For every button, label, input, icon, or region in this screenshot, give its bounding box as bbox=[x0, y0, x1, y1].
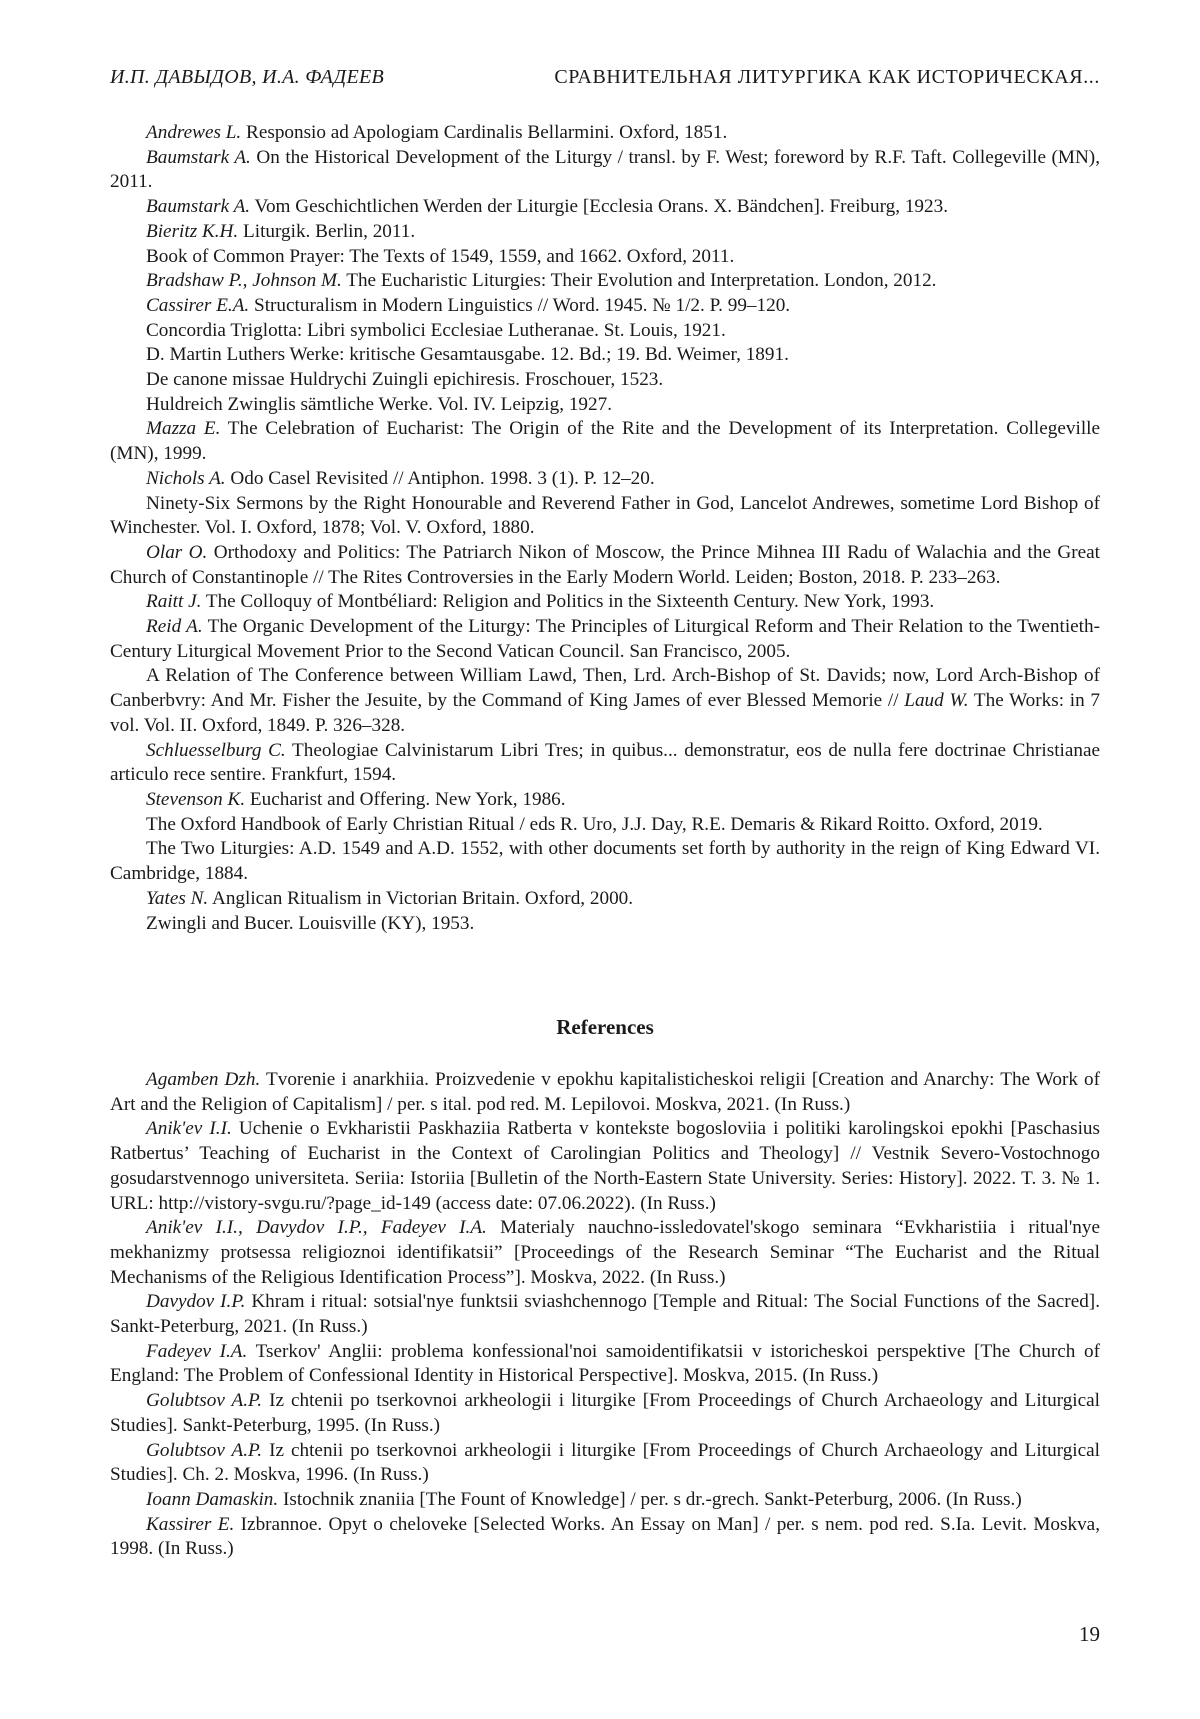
bibliography-entry bbox=[110, 319, 1100, 344]
entry-text: Structuralism in Modern Linguistics // Word. 1945. № 1/2. P. 99–120. bbox=[249, 295, 790, 316]
entry-text: Theologiae Calvinistarum Libri Tres; in quibus... demonstratur, eos de nulla fere doctrinae Christianae articulo rece sentire. Frankfurt, 1594. bbox=[110, 740, 1100, 786]
bibliography-entry bbox=[110, 813, 1100, 838]
entry-text: The Works: in 7 vol. Vol. II. Oxford, 1849. P. 326–328. bbox=[110, 690, 1100, 736]
references-heading: References bbox=[110, 1015, 1100, 1040]
entry-text: Istochnik znaniia [The Fount of Knowledge] / per. s dr.-grech. Sankt-Peterburg, 2006. (In Russ.) bbox=[278, 1489, 1022, 1510]
entry-text: Iz chtenii po tserkovnoi arkheologii i liturgike [From Proceedings of Church Archaeology and Liturgical Studies]. Ch. 2. Moskva, 1996. (In Russ.) bbox=[110, 1440, 1100, 1486]
bibliography-entry bbox=[110, 590, 1100, 615]
bibliography-entry bbox=[110, 121, 1100, 146]
entry-author: Golubtsov A.P. bbox=[146, 1390, 262, 1411]
entry-text: Khram i ritual: sotsial'nye funktsii sviashchennogo [Temple and Ritual: The Social Functions of the Sacred]. Sankt-Peterburg, 2021. (In Russ.) bbox=[110, 1291, 1100, 1337]
entry-text: Izbrannoe. Opyt o cheloveke [Selected Works. An Essay on Man] / per. s nem. pod red. S.Ia. Levit. Moskva, 1998. (In Russ.) bbox=[110, 1514, 1100, 1560]
bibliography-entry bbox=[110, 467, 1100, 492]
entry-text: Anglican Ritualism in Victorian Britain. Oxford, 2000. bbox=[208, 888, 633, 909]
entry-text: Concordia Triglotta: Libri symbolici Ecclesiae Lutheranae. St. Louis, 1921. bbox=[146, 320, 726, 341]
entry-author: Stevenson K. bbox=[146, 789, 245, 810]
reference-entry bbox=[110, 1340, 1100, 1389]
page bbox=[0, 0, 1200, 1719]
entry-author: Kassirer E. bbox=[146, 1514, 234, 1535]
reference-entry bbox=[110, 1488, 1100, 1513]
bibliography-entry bbox=[110, 393, 1100, 418]
entry-text: Responsio ad Apologiam Cardinalis Bellarmini. Oxford, 1851. bbox=[241, 122, 727, 143]
bibliography-entry bbox=[110, 492, 1100, 541]
entry-text: A Relation of The Conference between William Lawd, Then, Lrd. Arch-Bishop of St. Davids; now, Lord Arch-Bishop of Canberbvry: And Mr. Fisher the Jesuite, by the Command of King James of ever Blessed Memorie // bbox=[110, 665, 1100, 711]
entry-author: Golubtsov A.P. bbox=[146, 1440, 262, 1461]
entry-author: Baumstark A. bbox=[146, 147, 251, 168]
entry-text: Vom Geschichtlichen Werden der Liturgie [Ecclesia Orans. X. Bändchen]. Freiburg, 1923. bbox=[250, 196, 948, 217]
entry-text: On the Historical Development of the Liturgy / transl. by F. West; foreword by R.F. Taft. Collegeville (MN), 2011. bbox=[110, 147, 1100, 193]
bibliography-entry bbox=[110, 195, 1100, 220]
references-list bbox=[110, 1068, 1100, 1562]
entry-author: Schluesselburg C. bbox=[146, 740, 286, 761]
entry-author: Reid A. bbox=[146, 616, 203, 637]
entry-author: Davydov I.P. bbox=[146, 1291, 245, 1312]
entry-author: Nichols A. bbox=[146, 468, 226, 489]
entry-text: Eucharist and Offering. New York, 1986. bbox=[245, 789, 565, 810]
reference-entry bbox=[110, 1389, 1100, 1438]
entry-text: D. Martin Luthers Werke: kritische Gesamtausgabe. 12. Bd.; 19. Bd. Weimer, 1891. bbox=[146, 344, 789, 365]
entry-text: The Colloquy of Montbéliard: Religion and Politics in the Sixteenth Century. New York, 1993. bbox=[201, 591, 934, 612]
entry-text: Ninety-Six Sermons by the Right Honourable and Reverend Father in God, Lancelot Andrewes, sometime Lord Bishop of Winchester. Vol. I. Oxford, 1878; Vol. V. Oxford, 1880. bbox=[110, 493, 1100, 539]
running-head-authors: И.П. ДАВЫДОВ, И.А. ФАДЕЕВ bbox=[110, 66, 384, 89]
entry-author: Olar O. bbox=[146, 542, 207, 563]
reference-entry bbox=[110, 1216, 1100, 1290]
bibliography-entry bbox=[110, 887, 1100, 912]
entry-author: Baumstark A. bbox=[146, 196, 250, 217]
entry-author: Yates N. bbox=[146, 888, 208, 909]
bibliography-entry bbox=[110, 245, 1100, 270]
entry-text: Orthodoxy and Politics: The Patriarch Nikon of Moscow, the Prince Mihnea III Radu of Walachia and the Great Church of Constantinople // The Rites Controversies in the Early Modern World. Leiden; Boston, 2018. P. 233–263. bbox=[110, 542, 1100, 588]
bibliography-entry bbox=[110, 294, 1100, 319]
bibliography-entry bbox=[110, 837, 1100, 886]
entry-text: The Organic Development of the Liturgy: The Principles of Liturgical Reform and Their Relation to the Twentieth-Century Liturgical Movement Prior to the Second Vatican Council. San Francisco, 2005. bbox=[110, 616, 1100, 662]
entry-author: Mazza E. bbox=[146, 418, 220, 439]
bibliography-entry bbox=[110, 417, 1100, 466]
entry-text: Zwingli and Bucer. Louisville (KY), 1953. bbox=[146, 913, 474, 934]
entry-author: Anik'ev I.I., Davydov I.P., Fadeyev I.A. bbox=[146, 1217, 487, 1238]
entry-author: Laud W. bbox=[904, 690, 968, 711]
entry-text: Book of Common Prayer: The Texts of 1549, 1559, and 1662. Oxford, 2011. bbox=[146, 246, 734, 267]
reference-entry bbox=[110, 1117, 1100, 1216]
running-head bbox=[110, 66, 1100, 89]
entry-author: Raitt J. bbox=[146, 591, 201, 612]
bibliography-entry bbox=[110, 146, 1100, 195]
entry-text: De canone missae Huldrychi Zuingli epichiresis. Froschouer, 1523. bbox=[146, 369, 663, 390]
entry-text: Liturgik. Berlin, 2011. bbox=[238, 221, 415, 242]
entry-text: Iz chtenii po tserkovnoi arkheologii i liturgike [From Proceedings of Church Archaeology and Liturgical Studies]. Sankt-Peterburg, 1995. (In Russ.) bbox=[110, 1390, 1100, 1436]
reference-entry bbox=[110, 1290, 1100, 1339]
reference-entry bbox=[110, 1068, 1100, 1117]
entry-text: Tserkov' Anglii: problema konfessional'noi samoidentifikatsii v istoricheskoi perspektive [The Church of England: The Problem of Confessional Identity in Historical Perspective]. Moskva, 2015. (In Russ.) bbox=[110, 1341, 1100, 1387]
entry-text: The Oxford Handbook of Early Christian Ritual / eds R. Uro, J.J. Day, R.E. Demaris & Rikard Roitto. Oxford, 2019. bbox=[146, 814, 1043, 835]
bibliography-entry bbox=[110, 541, 1100, 590]
page-number: 19 bbox=[1079, 1622, 1100, 1647]
entry-text: The Eucharistic Liturgies: Their Evolution and Interpretation. London, 2012. bbox=[342, 270, 937, 291]
entry-text: Huldreich Zwinglis sämtliche Werke. Vol. IV. Leipzig, 1927. bbox=[146, 394, 612, 415]
bibliography-entry bbox=[110, 269, 1100, 294]
running-head-title: СРАВНИТЕЛЬНАЯ ЛИТУРГИКА КАК ИСТОРИЧЕСКАЯ... bbox=[554, 66, 1100, 89]
bibliography-entry bbox=[110, 664, 1100, 738]
entry-author: Agamben Dzh. bbox=[146, 1069, 260, 1090]
bibliography-entry bbox=[110, 220, 1100, 245]
entry-text: Tvorenie i anarkhiia. Proizvedenie v epokhu kapitalisticheskoi religii [Creation and Anarchy: The Work of Art and the Religion of Capitalism] / per. s ital. pod red. M. Lepilovoi. Moskva, 2021. (In Russ.) bbox=[110, 1069, 1100, 1115]
bibliography-entry bbox=[110, 739, 1100, 788]
reference-entry bbox=[110, 1439, 1100, 1488]
reference-entry bbox=[110, 1513, 1100, 1562]
entry-text: Uchenie o Evkharistii Paskhaziia Ratberta v kontekste bogosloviia i politiki karolingskoi epokhi [Paschasius Ratbertus’ Teaching of Eucharist in the Context of Carolingian Politics and Theology] // Vestnik Severo-Vostochnogo gosudarstvennogo universiteta. Seriia: Istoriia [Bulletin of the North-Eastern State University. Series: History]. 2022. T. 3. № 1. URL: http://vistory-svgu.ru/?page_id-149 (access date: 07.06.2022). (In Russ.) bbox=[110, 1118, 1100, 1213]
entry-author: Andrewes L. bbox=[146, 122, 241, 143]
entry-text: The Celebration of Eucharist: The Origin of the Rite and the Development of its Interpretation. Collegeville (MN), 1999. bbox=[110, 418, 1100, 464]
entry-text: Materialy nauchno-issledovatel'skogo seminara “Evkharistiia i ritual'nye mekhanizmy protsessa religioznoi identifikatsii” [Proceedings of the Research Seminar “The Eucharist and the Ritual Mechanisms of the Religious Identification Process”]. Moskva, 2022. (In Russ.) bbox=[110, 1217, 1100, 1287]
entry-author: Bieritz K.H. bbox=[146, 221, 238, 242]
entry-author: Ioann Damaskin. bbox=[146, 1489, 278, 1510]
bibliography-list bbox=[110, 121, 1100, 936]
entry-author: Fadeyev I.A. bbox=[146, 1341, 247, 1362]
entry-text: The Two Liturgies: A.D. 1549 and A.D. 1552, with other documents set forth by authority in the reign of King Edward VI. Cambridge, 1884. bbox=[110, 838, 1100, 884]
entry-author: Anik'ev I.I. bbox=[146, 1118, 232, 1139]
bibliography-entry bbox=[110, 788, 1100, 813]
entry-author: Bradshaw P., Johnson M. bbox=[146, 270, 342, 291]
bibliography-entry bbox=[110, 615, 1100, 664]
entry-text: Odo Casel Revisited // Antiphon. 1998. 3 (1). P. 12–20. bbox=[226, 468, 655, 489]
entry-author: Cassirer E.A. bbox=[146, 295, 249, 316]
bibliography-entry bbox=[110, 912, 1100, 937]
bibliography-entry bbox=[110, 368, 1100, 393]
bibliography-entry bbox=[110, 343, 1100, 368]
